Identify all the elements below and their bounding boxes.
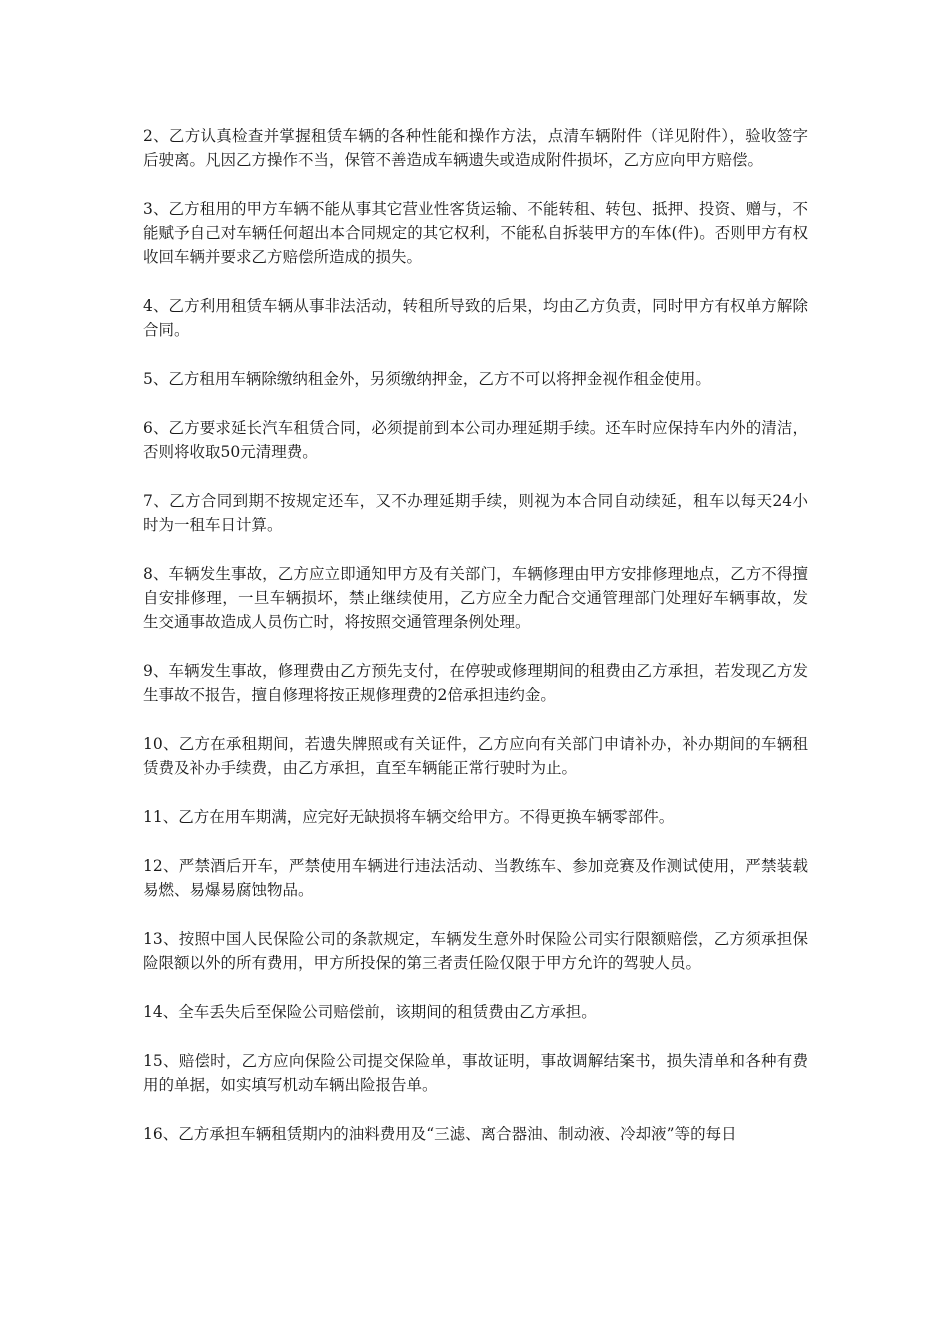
clause-9: 9、车辆发生事故，修理费由乙方预先支付，在停驶或修理期间的租费由乙方承担，若发现乙方发生事故不报告，擅自修理将按正规修理费的2倍承担违约金。 (143, 662, 808, 704)
clause-10: 10、乙方在承租期间，若遗失牌照或有关证件，乙方应向有关部门申请补办，补办期间的车辆租赁费及补办手续费，由乙方承担，直至车辆能正常行驶时为止。 (143, 735, 808, 777)
clause-11: 11、乙方在用车期满，应完好无缺损将车辆交给甲方。不得更换车辆零部件。 (143, 808, 675, 826)
clause-14: 14、全车丢失后至保险公司赔偿前，该期间的租赁费由乙方承担。 (143, 1003, 597, 1021)
contract-clauses (143, 124, 808, 1171)
clause-12: 12、严禁酒后开车，严禁使用车辆进行违法活动、当教练车、参加竞赛及作测试使用，严禁装载易燃、易爆易腐蚀物品。 (143, 857, 808, 899)
clause-3: 3、乙方租用的甲方车辆不能从事其它营业性客货运输、不能转租、转包、抵押、投资、赠与，不能赋予自己对车辆任何超出本合同规定的其它权利，不能私自拆装甲方的车体(件)。否则甲方有权收回车辆并要求乙方赔偿所造成的损失。 (143, 200, 808, 266)
clause-16: 16、乙方承担车辆租赁期内的油料费用及“三滤、离合器油、制动液、冷却液”等的每日 (143, 1125, 737, 1143)
clause-13: 13、按照中国人民保险公司的条款规定，车辆发生意外时保险公司实行限额赔偿，乙方须承担保险限额以外的所有费用，甲方所投保的第三者责任险仅限于甲方允许的驾驶人员。 (143, 930, 808, 972)
clause-2: 2、乙方认真检查并掌握租赁车辆的各种性能和操作方法，点清车辆附件（详见附件），验收签字后驶离。凡因乙方操作不当，保管不善造成车辆遗失或造成附件损坏，乙方应向甲方赔偿。 (143, 127, 808, 169)
clause-5: 5、乙方租用车辆除缴纳租金外，另须缴纳押金，乙方不可以将押金视作租金使用。 (143, 370, 711, 388)
clause-15: 15、赔偿时，乙方应向保险公司提交保险单，事故证明，事故调解结案书，损失清单和各种有费用的单据，如实填写机动车辆出险报告单。 (143, 1052, 808, 1094)
clause-8: 8、车辆发生事故，乙方应立即通知甲方及有关部门，车辆修理由甲方安排修理地点，乙方不得擅自安排修理，一旦车辆损坏，禁止继续使用，乙方应全力配合交通管理部门处理好车辆事故，发生交通事故造成人员伤亡时，将按照交通管理条例处理。 (143, 565, 808, 631)
clause-6: 6、乙方要求延长汽车租赁合同，必须提前到本公司办理延期手续。还车时应保持车内外的清洁，否则将收取50元清理费。 (143, 419, 808, 461)
clause-7: 7、乙方合同到期不按规定还车，又不办理延期手续，则视为本合同自动续延，租车以每天24小时为一租车日计算。 (143, 492, 808, 534)
clause-4: 4、乙方利用租赁车辆从事非法活动，转租所导致的后果，均由乙方负责，同时甲方有权单方解除合同。 (143, 297, 808, 339)
